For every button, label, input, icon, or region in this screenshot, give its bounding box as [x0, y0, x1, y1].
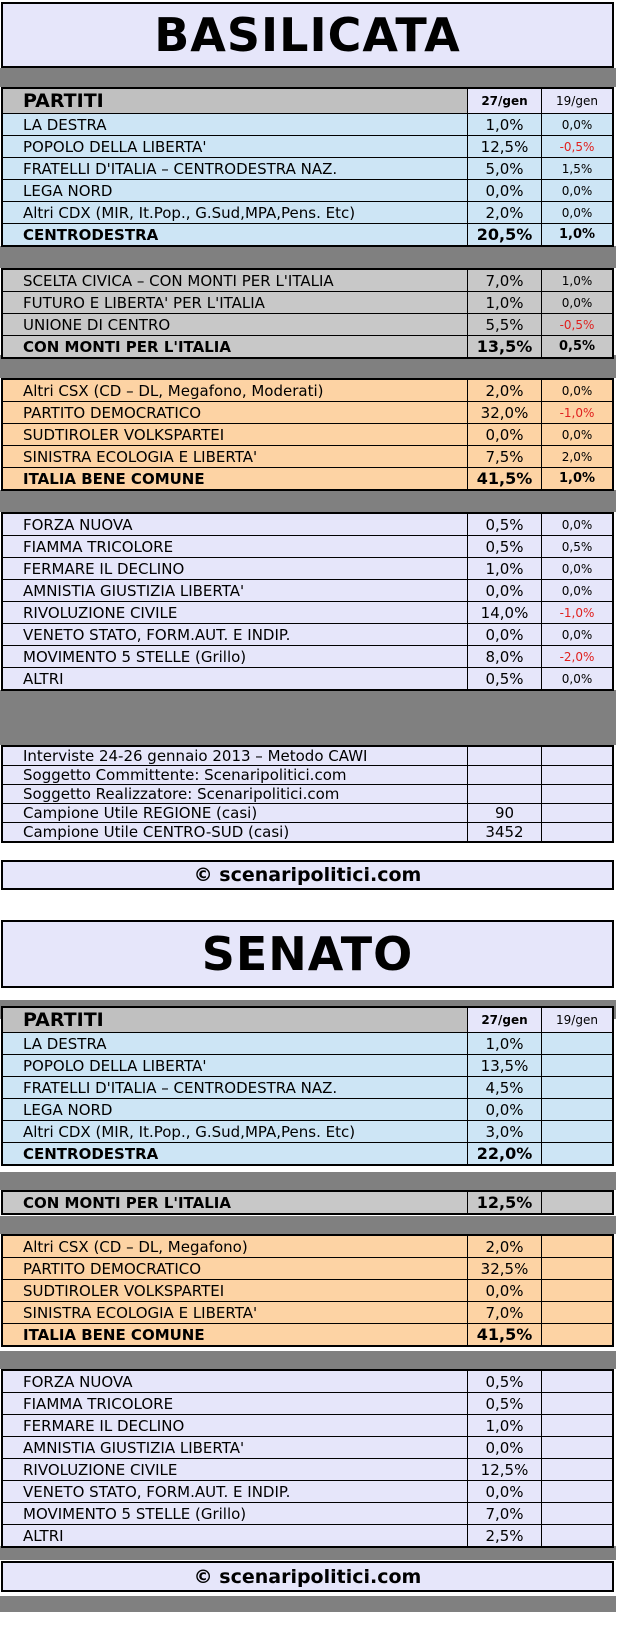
variation: -1,0% [542, 402, 614, 424]
table-row [2, 804, 613, 823]
party-name: SINISTRA ECOLOGIA E LIBERTA' [2, 446, 468, 468]
table-row [2, 1121, 613, 1143]
vote-share: 3,0% [468, 1121, 542, 1143]
vote-share: 0,5% [468, 536, 542, 558]
senato-others-table [1, 1369, 614, 1548]
vote-share: 0,0% [468, 1280, 542, 1302]
variation [542, 1525, 614, 1548]
table-row [2, 602, 613, 624]
table-row [2, 158, 613, 180]
party-name: SCELTA CIVICA – CON MONTI PER L'ITALIA [2, 269, 468, 292]
header-col2: 19/gen [542, 88, 614, 114]
senato-cdx-table [1, 1006, 614, 1166]
vote-share: 8,0% [468, 646, 542, 668]
party-name: SUDTIROLER VOLKSPARTEI [2, 424, 468, 446]
party-name: ITALIA BENE COMUNE [2, 1324, 468, 1347]
table-row [2, 269, 613, 292]
party-name: CENTRODESTRA [2, 224, 468, 247]
party-name: UNIONE DI CENTRO [2, 314, 468, 336]
variation: 0,0% [542, 180, 614, 202]
vote-share: 32,0% [468, 402, 542, 424]
party-name: FORZA NUOVA [2, 513, 468, 536]
vote-share: 0,0% [468, 624, 542, 646]
vote-share: 1,0% [468, 292, 542, 314]
table-row [2, 446, 613, 468]
table-row [2, 1191, 613, 1214]
variation [542, 746, 614, 766]
party-name: Altri CDX (MIR, It.Pop., G.Sud,MPA,Pens. Etc) [2, 202, 468, 224]
table-row [2, 314, 613, 336]
senato-csx-table [1, 1234, 614, 1347]
variation [542, 804, 614, 823]
variation: 0,0% [542, 292, 614, 314]
variation [542, 1437, 614, 1459]
vote-share: 0,5% [468, 1393, 542, 1415]
vote-share: 1,0% [468, 114, 542, 136]
party-name: SUDTIROLER VOLKSPARTEI [2, 1280, 468, 1302]
table-row [2, 1324, 613, 1347]
table-row [2, 1370, 613, 1393]
table-row [2, 1258, 613, 1280]
vote-share: 13,5% [468, 1055, 542, 1077]
variation [542, 1143, 614, 1166]
camera-others-table [1, 512, 614, 691]
variation [542, 1393, 614, 1415]
party-name: PARTITO DEMOCRATICO [2, 1258, 468, 1280]
party-name: POPOLO DELLA LIBERTA' [2, 1055, 468, 1077]
table-row [2, 1033, 613, 1055]
table-row [2, 1302, 613, 1324]
vote-share [468, 785, 542, 804]
vote-share: 20,5% [468, 224, 542, 247]
vote-share: 2,0% [468, 1235, 542, 1258]
variation [542, 1459, 614, 1481]
party-name: ALTRI [2, 1525, 468, 1548]
party-name: MOVIMENTO 5 STELLE (Grillo) [2, 646, 468, 668]
table-row [2, 1503, 613, 1525]
senato-header-col1: 27/gen [468, 1007, 542, 1033]
variation [542, 1077, 614, 1099]
variation [542, 766, 614, 785]
party-name: MOVIMENTO 5 STELLE (Grillo) [2, 1503, 468, 1525]
table-row [2, 668, 613, 691]
table-row [2, 1525, 613, 1548]
variation: 0,0% [542, 424, 614, 446]
senato-header-col2: 19/gen [542, 1007, 614, 1033]
variation [542, 1481, 614, 1503]
party-name: FERMARE IL DECLINO [2, 558, 468, 580]
party-name: ITALIA BENE COMUNE [2, 468, 468, 491]
vote-share: 32,5% [468, 1258, 542, 1280]
vote-share: 0,0% [468, 1481, 542, 1503]
variation: 0,0% [542, 624, 614, 646]
party-name: Altri CSX (CD – DL, Megafono, Moderati) [2, 379, 468, 402]
variation: 0,5% [542, 536, 614, 558]
party-name: LA DESTRA [2, 1033, 468, 1055]
table-row [2, 1143, 613, 1166]
table-row [2, 1437, 613, 1459]
senato-monti-table [1, 1190, 614, 1215]
party-name: FIAMMA TRICOLORE [2, 1393, 468, 1415]
table-row [2, 402, 613, 424]
variation [542, 1324, 614, 1347]
table-row [2, 1235, 613, 1258]
variation [542, 823, 614, 843]
vote-share: 4,5% [468, 1077, 542, 1099]
party-name: AMNISTIA GIUSTIZIA LIBERTA' [2, 580, 468, 602]
vote-share: 22,0% [468, 1143, 542, 1166]
camera-monti-table [1, 268, 614, 359]
copyright-footer [1, 860, 614, 890]
vote-share: 2,0% [468, 379, 542, 402]
vote-share: 7,0% [468, 1503, 542, 1525]
vote-share: 41,5% [468, 468, 542, 491]
table-row [2, 1280, 613, 1302]
table-row [2, 1459, 613, 1481]
copyright-text-senato: © scenaripolitici.com [193, 1565, 422, 1588]
table-row [2, 580, 613, 602]
variation [542, 1258, 614, 1280]
table-row [2, 136, 613, 158]
variation: 0,0% [542, 668, 614, 691]
camera-others-rows [2, 513, 613, 690]
party-name: FIAMMA TRICOLORE [2, 536, 468, 558]
variation: -0,5% [542, 314, 614, 336]
camera-cdx-rows [2, 114, 613, 247]
variation: 0,0% [542, 379, 614, 402]
party-name: FUTURO E LIBERTA' PER L'ITALIA [2, 292, 468, 314]
party-name: LA DESTRA [2, 114, 468, 136]
senate-title [1, 920, 614, 988]
senato-header-partiti: PARTITI [2, 1007, 468, 1033]
table-row [2, 624, 613, 646]
variation [542, 1235, 614, 1258]
party-name: AMNISTIA GIUSTIZIA LIBERTA' [2, 1437, 468, 1459]
survey-info-rows [2, 746, 613, 842]
party-name: FRATELLI D'ITALIA – CENTRODESTRA NAZ. [2, 1077, 468, 1099]
vote-share: 7,0% [468, 1302, 542, 1324]
table-row [2, 646, 613, 668]
variation [542, 1121, 614, 1143]
vote-share: 14,0% [468, 602, 542, 624]
vote-share [468, 766, 542, 785]
party-name: POPOLO DELLA LIBERTA' [2, 136, 468, 158]
vote-share: 1,0% [468, 1415, 542, 1437]
table-row [2, 1415, 613, 1437]
party-name: FORZA NUOVA [2, 1370, 468, 1393]
copyright-footer-senato [1, 1561, 614, 1592]
vote-share: 1,0% [468, 558, 542, 580]
vote-share: 0,5% [468, 668, 542, 691]
table-row [2, 1077, 613, 1099]
table-row [2, 746, 613, 766]
table-row [2, 558, 613, 580]
variation: 2,0% [542, 446, 614, 468]
vote-share: 0,0% [468, 1099, 542, 1121]
party-name: Campione Utile REGIONE (casi) [2, 804, 468, 823]
vote-share: 41,5% [468, 1324, 542, 1347]
table-row [2, 180, 613, 202]
party-name: RIVOLUZIONE CIVILE [2, 1459, 468, 1481]
table-row [2, 379, 613, 402]
table-row [2, 424, 613, 446]
variation [542, 1191, 614, 1214]
party-name: Soggetto Committente: Scenaripolitici.com [2, 766, 468, 785]
party-name: FRATELLI D'ITALIA – CENTRODESTRA NAZ. [2, 158, 468, 180]
senate-title-text: SENATO [201, 927, 414, 981]
vote-share: 90 [468, 804, 542, 823]
variation [542, 1415, 614, 1437]
vote-share: 2,0% [468, 202, 542, 224]
vote-share: 3452 [468, 823, 542, 843]
camera-monti-rows [2, 269, 613, 358]
senato-csx-rows [2, 1235, 613, 1346]
copyright-text: © scenaripolitici.com [193, 864, 422, 886]
camera-csx-rows [2, 379, 613, 490]
vote-share: 1,0% [468, 1033, 542, 1055]
vote-share: 12,5% [468, 1459, 542, 1481]
variation [542, 1503, 614, 1525]
table-row [2, 336, 613, 359]
vote-share: 12,5% [468, 1191, 542, 1214]
header-col1: 27/gen [468, 88, 542, 114]
party-name: Campione Utile CENTRO-SUD (casi) [2, 823, 468, 843]
party-name: LEGA NORD [2, 180, 468, 202]
table-row [2, 1099, 613, 1121]
vote-share: 0,0% [468, 580, 542, 602]
senato-others-rows [2, 1370, 613, 1547]
camera-csx-table [1, 378, 614, 491]
table-row [2, 1393, 613, 1415]
variation [542, 1280, 614, 1302]
senato-monti-rows [2, 1191, 613, 1214]
variation: -2,0% [542, 646, 614, 668]
table-row [2, 1481, 613, 1503]
variation: 1,0% [542, 269, 614, 292]
vote-share: 12,5% [468, 136, 542, 158]
vote-share: 0,0% [468, 424, 542, 446]
party-name: Interviste 24-26 gennaio 2013 – Metodo CAWI [2, 746, 468, 766]
variation: 1,0% [542, 224, 614, 247]
table-row [2, 1055, 613, 1077]
senato-cdx-rows [2, 1033, 613, 1166]
variation: 0,0% [542, 202, 614, 224]
party-name: Soggetto Realizzatore: Scenaripolitici.com [2, 785, 468, 804]
table-row [2, 202, 613, 224]
vote-share: 0,5% [468, 513, 542, 536]
party-name: CON MONTI PER L'ITALIA [2, 336, 468, 359]
table-row [2, 513, 613, 536]
vote-share [468, 746, 542, 766]
table-row [2, 224, 613, 247]
vote-share: 7,0% [468, 269, 542, 292]
vote-share: 5,5% [468, 314, 542, 336]
vote-share: 0,5% [468, 1370, 542, 1393]
party-name: Altri CDX (MIR, It.Pop., G.Sud,MPA,Pens. Etc) [2, 1121, 468, 1143]
table-row [2, 785, 613, 804]
variation: 0,0% [542, 114, 614, 136]
vote-share: 7,5% [468, 446, 542, 468]
vote-share: 5,0% [468, 158, 542, 180]
variation [542, 1099, 614, 1121]
variation: 1,0% [542, 468, 614, 491]
region-title [1, 2, 614, 68]
table-row [2, 114, 613, 136]
table-row [2, 823, 613, 843]
vote-share: 0,0% [468, 180, 542, 202]
variation: -1,0% [542, 602, 614, 624]
party-name: PARTITO DEMOCRATICO [2, 402, 468, 424]
party-name: ALTRI [2, 668, 468, 691]
variation [542, 1302, 614, 1324]
table-row [2, 536, 613, 558]
variation: 1,5% [542, 158, 614, 180]
variation: -0,5% [542, 136, 614, 158]
variation: 0,5% [542, 336, 614, 359]
survey-info-table [1, 745, 614, 843]
party-name: LEGA NORD [2, 1099, 468, 1121]
variation [542, 1055, 614, 1077]
vote-share: 2,5% [468, 1525, 542, 1548]
variation: 0,0% [542, 580, 614, 602]
vote-share: 0,0% [468, 1437, 542, 1459]
party-name: Altri CSX (CD – DL, Megafono) [2, 1235, 468, 1258]
variation [542, 1033, 614, 1055]
region-title-text: BASILICATA [154, 8, 461, 62]
party-name: RIVOLUZIONE CIVILE [2, 602, 468, 624]
party-name: CENTRODESTRA [2, 1143, 468, 1166]
table-row [2, 292, 613, 314]
variation: 0,0% [542, 513, 614, 536]
variation [542, 1370, 614, 1393]
party-name: VENETO STATO, FORM.AUT. E INDIP. [2, 624, 468, 646]
party-name: FERMARE IL DECLINO [2, 1415, 468, 1437]
table-row [2, 766, 613, 785]
variation: 0,0% [542, 558, 614, 580]
party-name: VENETO STATO, FORM.AUT. E INDIP. [2, 1481, 468, 1503]
variation [542, 785, 614, 804]
camera-cdx-table [1, 87, 614, 247]
header-partiti: PARTITI [2, 88, 468, 114]
party-name: SINISTRA ECOLOGIA E LIBERTA' [2, 1302, 468, 1324]
vote-share: 13,5% [468, 336, 542, 359]
table-row [2, 468, 613, 491]
party-name: CON MONTI PER L'ITALIA [2, 1191, 468, 1214]
